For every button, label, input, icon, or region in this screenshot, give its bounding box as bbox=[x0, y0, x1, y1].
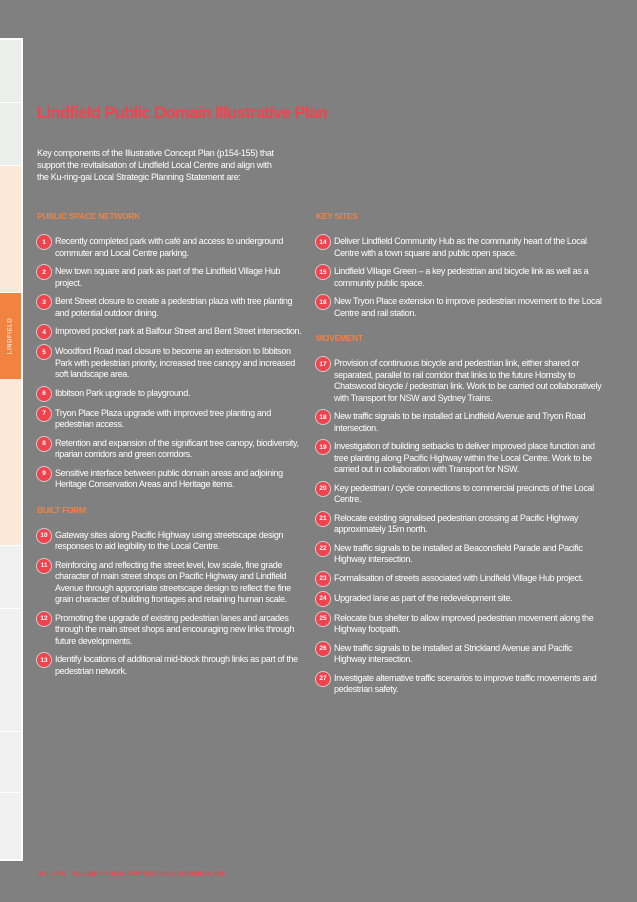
number-badge: 22 bbox=[316, 542, 330, 556]
item-text: Improved pocket park at Balfour Street and Bent Street intersection. bbox=[55, 326, 302, 336]
item-text: Tryon Place Plaza upgrade with improved tree planting and pedestrian access. bbox=[55, 407, 271, 429]
list-item bbox=[37, 326, 307, 339]
number-badge: 18 bbox=[316, 410, 330, 424]
list-item bbox=[37, 296, 307, 319]
number-badge: 24 bbox=[316, 592, 330, 606]
item-text: Reinforcing and reflecting the street level, low scale, fine grade character of main street shops on Pacific Highway and Lindfield Avenue through appropriate streetscape design to reflect the fine grain character of building frontages and retaining human scale. bbox=[55, 559, 291, 604]
number-badge: 7 bbox=[37, 407, 51, 421]
section-heading-movement: MOVEMENT bbox=[316, 333, 363, 343]
number-badge: 23 bbox=[316, 572, 330, 586]
index-segment[interactable] bbox=[0, 103, 21, 165]
right-column bbox=[316, 211, 606, 703]
list-item bbox=[316, 573, 606, 586]
item-text: Relocate existing signalised pedestrian crossing at Pacific Highway approximately 15m north. bbox=[334, 512, 579, 534]
index-segment[interactable] bbox=[0, 793, 21, 859]
list-item bbox=[316, 543, 606, 566]
left-column bbox=[37, 211, 307, 684]
item-text: Recently completed park with café and access to underground commuter and Local Centre parking. bbox=[55, 236, 283, 258]
item-text: New Tryon Place extension to improve pedestrian movement to the Local Centre and rail station. bbox=[334, 296, 602, 318]
number-badge: 14 bbox=[316, 235, 330, 249]
page-title: Lindfield Public Domain Illustrative Plan bbox=[37, 104, 327, 122]
list-item bbox=[37, 468, 307, 491]
number-badge: 27 bbox=[316, 672, 330, 686]
number-badge: 8 bbox=[37, 437, 51, 451]
number-badge: 3 bbox=[37, 295, 51, 309]
item-text: Promoting the upgrade of existing pedestrian lanes and arcades through the main street shops and encouraging new links through future developments. bbox=[55, 612, 295, 646]
number-badge: 13 bbox=[37, 653, 51, 667]
item-text: Investigate alternative traffic scenarios to improve traffic movements and pedestrian safety. bbox=[334, 672, 597, 694]
item-text: New traffic signals to be installed at Strickland Avenue and Pacific Highway intersection. bbox=[334, 642, 573, 664]
index-segment[interactable] bbox=[0, 609, 21, 731]
index-tab-label: LINDFIELD bbox=[7, 317, 14, 355]
list-item bbox=[316, 358, 606, 404]
number-badge: 6 bbox=[37, 387, 51, 401]
item-text: Gateway sites along Pacific Highway using streetscape design responses to aid legibility to the Local Centre. bbox=[55, 529, 284, 551]
number-badge: 10 bbox=[37, 529, 51, 543]
item-text: Retention and expansion of the significant tree canopy, biodiversity, riparian corridors and green corridors. bbox=[55, 437, 299, 459]
item-text: Upgraded lane as part of the redevelopment site. bbox=[334, 592, 513, 603]
item-text: New town square and park as part of the Lindfield Village Hub project. bbox=[55, 266, 281, 288]
list-item bbox=[37, 388, 307, 401]
list-item bbox=[37, 266, 307, 289]
list-item bbox=[37, 438, 307, 461]
list-item bbox=[316, 236, 606, 259]
item-text: Bent Street closure to create a pedestrian plaza with tree planting and potential outdoor dining. bbox=[55, 296, 293, 318]
section-heading-built-form: BUILT FORM bbox=[37, 504, 86, 515]
number-badge: 12 bbox=[37, 612, 51, 626]
list-item bbox=[37, 560, 307, 606]
item-text: Investigation of building setbacks to deliver improved place function and tree planting along Pacific Highway within the Local Centre. Work to be carried out in collaboration with Transport for NSW. bbox=[334, 441, 595, 474]
number-badge: 17 bbox=[316, 357, 330, 371]
number-badge: 21 bbox=[316, 512, 330, 526]
item-text: Identify locations of additional mid-block through links as part of the pedestrian network. bbox=[55, 654, 298, 676]
number-badge: 15 bbox=[316, 265, 330, 279]
number-badge: 20 bbox=[316, 482, 330, 496]
list-item bbox=[316, 483, 606, 506]
index-segment[interactable] bbox=[0, 546, 21, 608]
intro-paragraph: Key components of the Illustrative Concept Plan (p154-155) that support the revitalisation of Lindfield Local Centre and align with the Ku-ring-gai Local Strategic Planning Statement are: bbox=[37, 148, 274, 182]
list-item bbox=[37, 613, 307, 648]
item-text: Relocate bus shelter to allow improved pedestrian movement along the Highway footpath. bbox=[334, 612, 594, 634]
item-text: Sensitive interface between public domain areas and adjoining Heritage Conservation Areas and Heritage items. bbox=[55, 467, 283, 489]
item-text: Formalisation of streets associated with Lindfield Village Hub project. bbox=[334, 572, 584, 583]
section-index-sidebar bbox=[0, 38, 23, 861]
list-item bbox=[316, 513, 606, 536]
item-text: New traffic signals to be installed at Lindfield Avenue and Tryon Road intersection. bbox=[334, 411, 586, 433]
list-item bbox=[37, 654, 307, 677]
list-item bbox=[316, 411, 606, 434]
number-badge: 4 bbox=[37, 325, 51, 339]
number-badge: 2 bbox=[37, 265, 51, 279]
list-item bbox=[316, 296, 606, 319]
index-segment[interactable] bbox=[0, 40, 21, 102]
item-text: Deliver Lindfield Community Hub as the community heart of the Local Centre with a town square and public open space. bbox=[334, 236, 587, 258]
item-text: Lindfield Village Green – a key pedestrian and bicycle link as well as a community public space. bbox=[334, 266, 589, 288]
index-segment[interactable] bbox=[0, 379, 21, 545]
list-item bbox=[37, 346, 307, 381]
number-badge: 25 bbox=[316, 612, 330, 626]
list-item bbox=[316, 643, 606, 666]
list-item bbox=[316, 441, 606, 476]
list-item bbox=[37, 530, 307, 553]
item-text: Ibbitson Park upgrade to playground. bbox=[55, 387, 190, 398]
number-badge: 11 bbox=[37, 559, 51, 573]
index-segment[interactable] bbox=[0, 166, 21, 292]
page-number: VOL.2 p57 bbox=[38, 872, 67, 878]
number-badge: 19 bbox=[316, 440, 330, 454]
volume-title: VOLUME 2: LOCAL CENTRES PUBLIC DOMAIN PLANS bbox=[72, 872, 225, 878]
list-item bbox=[37, 236, 307, 259]
number-badge: 26 bbox=[316, 642, 330, 656]
page-footer bbox=[38, 872, 225, 878]
list-item bbox=[316, 613, 606, 636]
item-text: New traffic signals to be installed at Beaconsfield Parade and Pacific Highway intersection. bbox=[334, 542, 583, 564]
list-item bbox=[37, 408, 307, 431]
item-text: Woodford Road road closure to become an extension to Ibbitson Park with pedestrian priority, increased tree canopy and increased soft landscape area. bbox=[55, 346, 295, 379]
item-text: Provision of continuous bicycle and pedestrian link, either shared or separated, parallel to rail corridor that links to the future Hornsby to Chatswood bicycle / pedestrian link. Work to be carried out collaboratively with Transport for NSW and Sydney Trains. bbox=[334, 358, 602, 403]
number-badge: 5 bbox=[37, 345, 51, 359]
list-item bbox=[316, 266, 606, 289]
index-segment[interactable] bbox=[0, 732, 21, 792]
section-heading-key-sites: KEY SITES bbox=[316, 211, 358, 221]
number-badge: 1 bbox=[37, 235, 51, 249]
list-item bbox=[316, 673, 606, 696]
index-tab-lindfield[interactable] bbox=[0, 293, 21, 379]
number-badge: 9 bbox=[37, 467, 51, 481]
section-heading-public-space: PUBLIC SPACE NETWORK bbox=[37, 211, 140, 221]
number-badge: 16 bbox=[316, 295, 330, 309]
list-item bbox=[316, 593, 606, 606]
item-text: Key pedestrian / cycle connections to commercial precincts of the Local Centre. bbox=[334, 482, 594, 504]
